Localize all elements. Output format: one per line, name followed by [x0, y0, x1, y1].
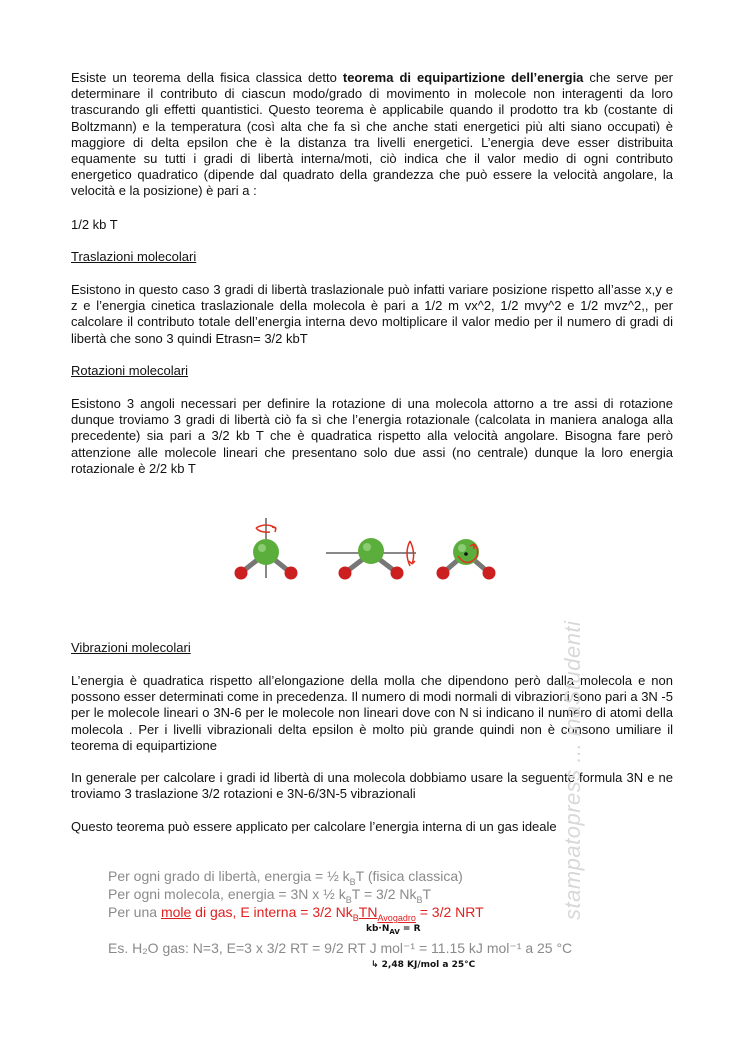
- vibrations-text: L’energia è quadratica rispetto all’elongazione della molla che dipendono però dalla molecola e non possono esser determinati come in precedenza. Il numero di modi normali di vibrazioni sono pari a 3N -5 per le molecole lineari o 3N-6 per le molecole non lineari dove con N si indicano il numero di atomi della molecola . Per i livelli vibrazionali delta epsilon è molto più grande quindi non è consono umiliare il teorema di equipartizione: [71, 673, 673, 753]
- handwritten-note-r: $kb\cdot N_{AV} = R$: [366, 924, 421, 936]
- summary-line-1: Per ogni grado di libertà, energia = ½ $k_BT$ (fisica classica): [108, 868, 463, 887]
- energy-formula: 1/2 kb T: [71, 217, 118, 232]
- rotations-paragraph: [71, 396, 673, 477]
- translations-text: Esistono in questo caso 3 gradi di libertà traslazionale può infatti variare posizione rispetto all’asse x,y e z e l’energia cinetica traslazionale della molecola è pari a 1/2 m vx^2, 1/2 mvy^2 e 1/2 mvz^2,, per calcolare il contributo totale dell’energia interna devo moltiplicare il valor medio per il numero di gradi di libertà che sono 3 quindi Etrasn= 3/2 kbT: [71, 282, 673, 346]
- heading-translations: Traslazioni molecolari: [71, 249, 197, 264]
- molecule-2: [326, 538, 416, 580]
- molecule-3: [437, 539, 496, 580]
- intro-text-b: che serve per determinare il contributo di ciascun modo/grado di movimento in molecole non interagenti da loro trascurando gli effetti quantistici. Questo teorema è applicabile quando il prodotto tra kb (costante di Boltzmann) e la temperatura (così alta che fa sì che anche stati energetici più alti siano occupati) è maggiore di delta epsilon che è la distanza tra livelli energetici. L’energia deve esser distribuita equamente su tutti i gradi di libertà interna/moti, ciò indica che il valor medio di ogni contributo energetico quadratico (dipende dal quadrato della grandezza che può essere la velocità angolare, la velocità e la posizione) è pari a :: [71, 70, 673, 199]
- translations-paragraph: [71, 282, 673, 347]
- equipartition-summary-image: [103, 860, 583, 980]
- heading-vibrations: Vibrazioni molecolari: [71, 640, 191, 655]
- summary-line-4: Es. H₂O gas: N=3, E=3 x 3/2 RT = 9/2 RT J mol⁻¹ = 11.15 kJ mol⁻¹ a 25 °C: [108, 940, 573, 956]
- summary-line-2: Per ogni molecola, energia = 3N x ½ $k_BT = 3/2$ $Nk_BT$: [108, 886, 432, 905]
- molecule-rotation-diagram: [226, 516, 516, 584]
- intro-bold-term: teorema di equipartizione dell’energia: [342, 70, 584, 85]
- intro-text-a: Esiste un teorema della fisica classica detto: [71, 70, 343, 85]
- heading-rotations: Rotazioni molecolari: [71, 363, 189, 378]
- watermark: stampatopress ... inaStudenti: [560, 620, 585, 920]
- ideal-gas-text: Questo teorema può essere applicato per calcolare l’energia interna di un gas ideale: [71, 819, 557, 834]
- summary-line-3: Per una mole di gas, E interna = 3/2 $Nk_BTN_{Avogadro} = 3/2$ NRT: [108, 904, 484, 923]
- general-text: In generale per calcolare i gradi id libertà di una molecola dobbiamo usare la seguente formula 3N e ne troviamo 3 traslazione 3/2 rotazioni e 3N-6/3N-5 vibrazionali: [71, 770, 673, 802]
- molecule-1: [235, 518, 298, 580]
- handwritten-note-value: ↳ 2,48 KJ/mol a 25°C: [371, 960, 476, 970]
- intro-paragraph: [71, 70, 673, 200]
- rotations-text: Esistono 3 angoli necessari per definire la rotazione di una molecola attorno a tre assi di rotazione dunque troviamo 3 gradi di libertà ciò fa sì che l’energia rotazionale (calcolata in maniera analoga alla precedente) sia pari a 3/2 kb T che è quadratica rispetto alla velocità angolare. Bisogna fare però attenzione alle molecole lineari che presentano solo due assi (no centrale) dunque la loro energia rotazionale è 2/2 kb T: [71, 396, 673, 476]
